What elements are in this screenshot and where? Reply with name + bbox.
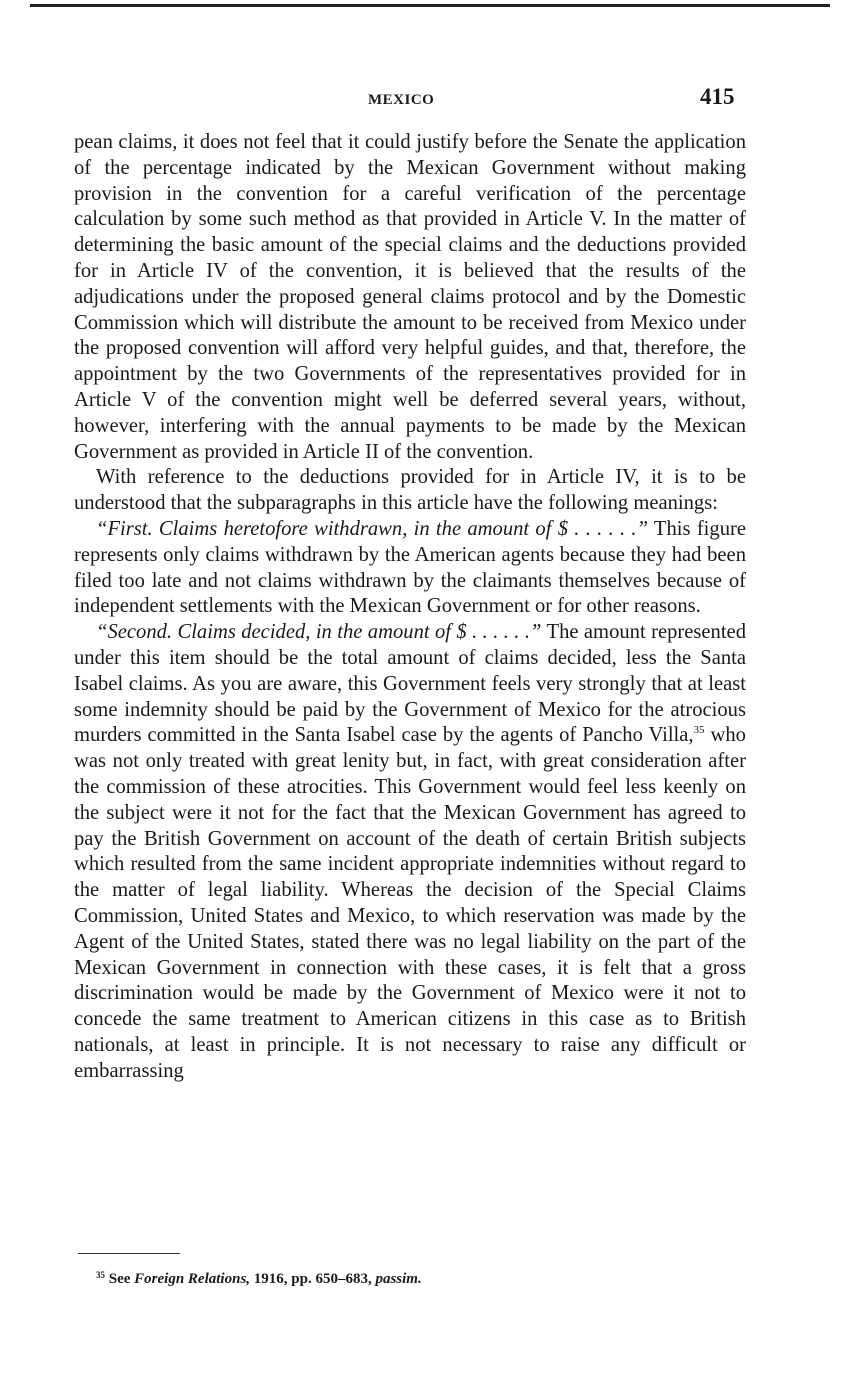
paragraph-3 [74,517,746,620]
footnote-marker: 35 [96,1270,105,1280]
paragraph-4-lead: “Second. Claims decided, in the amount of $ . . . . . .” [96,621,542,644]
page-number: 415 [700,84,735,109]
footnote-reference[interactable]: 35 [693,724,705,737]
paragraph-1: pean claims, it does not feel that it could justify before the Senate the application of the percentage indicated by the Mexican Government without making provision in the convention for a careful verification of the percentage calculation by some such method as that provided in Article V. In the matter of determining the basic amount of the special claims and the deductions provided for in Article IV of the convention, it is believed that the results of the adjudications under the proposed general claims protocol and by the Domestic Commission which will distribute the amount to be received from Mexico under the proposed convention will afford very helpful guides, and that, therefore, the appointment by the two Governments of the representatives provided for in Article V of the convention might well be deferred several years, without, however, interfering with the annual payments to be made by the Mexican Government as provided in Article II of the convention. [74,131,746,463]
footnote-source: Foreign Relations, [134,1271,251,1287]
footnote-rule [78,1253,180,1254]
footnote [96,1265,736,1289]
paragraph-4 [74,620,746,1084]
footnote-passim: passim. [375,1271,422,1287]
paragraph-3-lead: “First. Claims heretofore withdrawn, in the amount of $ . . . . . .” [96,517,649,540]
footnote-prefix: See [105,1271,135,1287]
running-title: MEXICO [368,92,435,108]
paragraph-2: With reference to the deductions provided for in Article IV, it is to be understood that the subparagraphs in this article have the following meanings: [74,466,746,515]
paragraph-4-text-a: The amount represented under this item should be the total amount of claims decided, less the Santa Isabel claims. As you are aware, this Government feels very strongly that at least some indemnity should be paid by the Government of Mexico for the atrocious murders committed in the Santa Isabel case by the agents of Pancho Villa, [74,621,746,747]
paragraph-3-text: This figure represents only claims withdrawn by the American agents because they had been filed too late and not claims withdrawn by the claimants themselves because of independent settlements with the Mexican Government or for other reasons. [74,517,746,618]
top-rule [30,4,830,7]
running-head [0,84,857,114]
body-text [74,130,746,1084]
paragraph-4-text-b: who was not only treated with great lenity but, in fact, with great consideration after the commission of these atrocities. This Government would feel less keenly on the subject were it not for the fact that the Mexican Government has agreed to pay the British Government on account of the death of certain British subjects which resulted from the same incident appropriate indemnities without regard to the matter of legal liability. Whereas the decision of the Special Claims Commission, United States and Mexico, to which reservation was made by the Agent of the United States, stated there was no legal liability on the part of the Mexican Government in connection with these cases, it is felt that a gross discrimination would be made by the Government of Mexico were it not to concede the same treatment to American citizens in this case as to British nationals, at least in principle. It is not necessary to raise any difficult or embarrassing [74,724,746,1082]
footnote-details: 1916, pp. 650–683, [250,1271,376,1287]
